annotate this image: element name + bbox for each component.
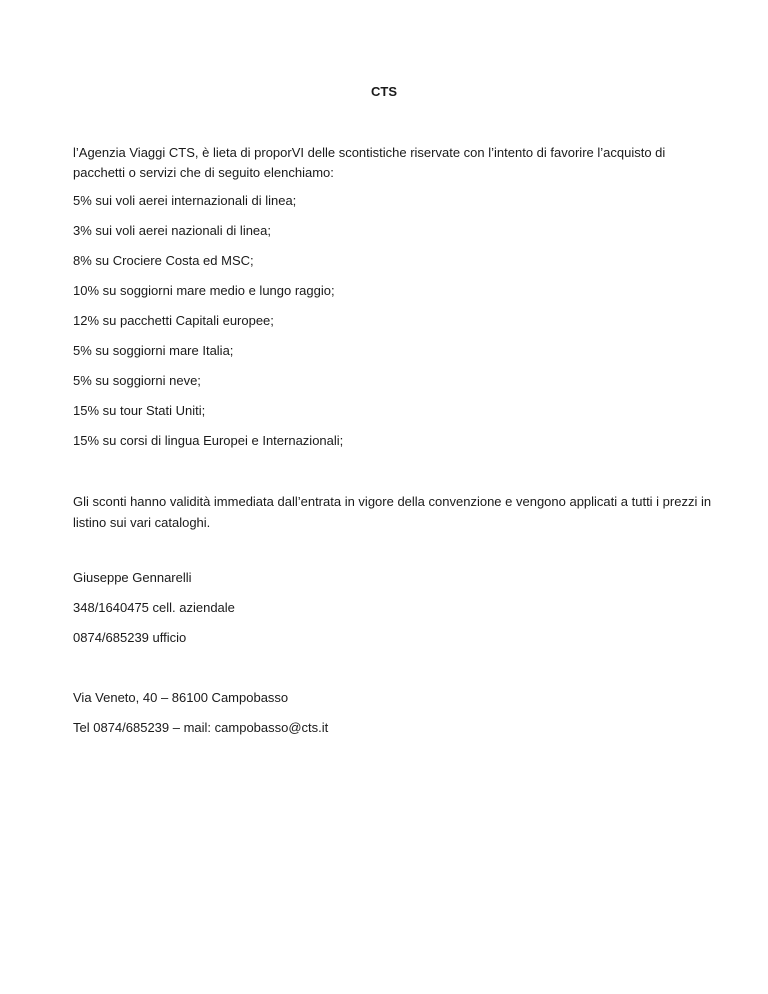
tel-mail-line: Tel 0874/685239 – mail: campobasso@cts.it — [73, 720, 329, 735]
discount-item: 8% su Crociere Costa ed MSC; — [73, 253, 254, 268]
contact-name: Giuseppe Gennarelli — [73, 570, 192, 585]
discount-item: 5% sui voli aerei internazionali di linea; — [73, 193, 297, 208]
discount-item: 5% su soggiorni mare Italia; — [73, 343, 234, 358]
contact-mobile: 348/1640475 cell. aziendale — [73, 600, 235, 615]
discount-list — [73, 193, 343, 463]
address-block — [73, 690, 328, 750]
discount-item: 10% su soggiorni mare medio e lungo raggio; — [73, 283, 335, 298]
address-line: Via Veneto, 40 – 86100 Campobasso — [73, 690, 289, 705]
intro-paragraph: l’Agenzia Viaggi CTS, è lieta di proporVI delle scontistiche riservate con l’intento di favorire l’acquisto di pacchetti o servizi che di seguito elenchiamo: — [73, 145, 666, 180]
discount-item: 12% su pacchetti Capitali europee; — [73, 313, 274, 328]
discount-item: 15% su tour Stati Uniti; — [73, 403, 206, 418]
validity-paragraph: Gli sconti hanno validità immediata dall’entrata in vigore della convenzione e vengono applicati a tutti i prezzi in listino sui vari cataloghi. — [73, 494, 712, 530]
contact-block — [73, 570, 235, 660]
document-title: CTS — [371, 84, 397, 99]
discount-item: 15% su corsi di lingua Europei e Internazionali; — [73, 433, 344, 448]
discount-item: 5% su soggiorni neve; — [73, 373, 201, 388]
discount-item: 3% sui voli aerei nazionali di linea; — [73, 223, 272, 238]
contact-office: 0874/685239 ufficio — [73, 630, 187, 645]
